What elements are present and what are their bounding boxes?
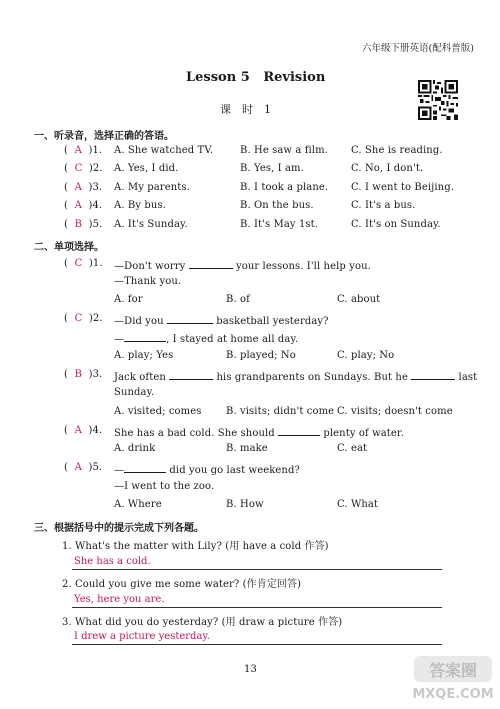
option-b: B. visits; didn't come — [226, 406, 335, 417]
option-a: A. Where — [114, 499, 162, 510]
option-a: A. Yes, I did. — [114, 163, 179, 174]
option-b: B. On the bus. — [240, 200, 314, 211]
answer-mark: A — [74, 182, 82, 193]
section-2-title: 二、单项选择。 — [34, 242, 104, 253]
lesson-number: Lesson 5 — [186, 70, 250, 85]
question-text: —Don't worry your lessons. I'll help you. — [114, 258, 371, 272]
option-a: A. for — [114, 294, 143, 305]
question-text: Jack often his grandparents on Sundays. But he last — [114, 369, 477, 383]
answer-mark: C — [74, 258, 83, 269]
list-item: ( A )4. — [64, 425, 103, 436]
option-b: B. How — [226, 499, 264, 510]
question-reply: — , I stayed at home all day. — [114, 331, 298, 345]
option-c: C. It's a bus. — [351, 200, 416, 211]
option-a: A. play; Yes — [114, 350, 174, 361]
answer-line — [72, 644, 442, 645]
qr-code-icon — [418, 80, 458, 120]
option-b: B. It's May 1st. — [240, 219, 319, 230]
list-item: ( C )1. — [64, 258, 103, 269]
watermark-text: 答案圈 — [428, 661, 478, 680]
option-c: C. What — [337, 499, 379, 510]
prompt-question: 1. What's the matter with Lily? (用 have a cold 作答) — [62, 541, 329, 552]
question-text: —Did you basketball yesterday? — [114, 313, 329, 327]
option-b: B. played; No — [226, 350, 296, 361]
option-a: A. By bus. — [114, 200, 166, 211]
option-b: B. make — [226, 443, 268, 454]
session-label: 课 时 1 — [220, 103, 271, 116]
answer-mark: A — [74, 145, 82, 156]
question-text-cont: Sunday. — [114, 387, 155, 398]
section-1-title: 一、听录音，选择正确的答语。 — [34, 131, 174, 142]
list-item: ( B )5. — [64, 219, 103, 230]
answer-mark: B — [74, 219, 83, 230]
svg-text:MXQE.COM: MXQE.COM — [412, 687, 494, 702]
prompt-answer: Yes, here you are. — [74, 594, 165, 605]
prompt-answer: She has a cold. — [74, 556, 151, 567]
option-a: A. My parents. — [114, 182, 190, 193]
answer-line — [72, 607, 442, 608]
answer-mark: A — [74, 200, 82, 211]
option-a: A. visited; comes — [114, 406, 202, 417]
option-b: B. of — [226, 294, 250, 305]
lesson-topic: Revision — [263, 70, 326, 85]
answer-line — [72, 569, 442, 570]
option-c: C. about — [337, 294, 381, 305]
list-item: ( C )2. — [64, 163, 103, 174]
option-a: A. It's Sunday. — [114, 219, 188, 230]
list-item: ( A )4. — [64, 200, 103, 211]
list-item: ( A )3. — [64, 182, 103, 193]
option-b: B. I took a plane. — [240, 182, 329, 193]
section-3-title: 三、根据括号中的提示完成下列各题。 — [34, 523, 204, 534]
question-reply: —I went to the zoo. — [114, 481, 215, 492]
question-reply: —Thank you. — [114, 276, 182, 287]
option-c: C. eat — [337, 443, 368, 454]
book-header: 六年级下册英语(配科普版) — [362, 43, 474, 54]
answer-mark: B — [74, 369, 83, 380]
question-text: She has a bad cold. She should plenty of water. — [114, 425, 404, 439]
list-item: ( B )3. — [64, 369, 103, 380]
option-c: C. No, I don't. — [351, 163, 424, 174]
answer-mark: C — [74, 163, 83, 174]
answer-mark: C — [74, 313, 83, 324]
option-a: A. She watched TV. — [114, 145, 214, 156]
option-c: C. She is reading. — [351, 145, 443, 156]
prompt-question: 3. What did you do yesterday? (用 draw a picture 作答) — [62, 617, 343, 628]
prompt-question: 2. Could you give me some water? (作肯定回答) — [62, 579, 302, 590]
watermark-logo — [408, 650, 498, 705]
page-number: 13 — [244, 664, 257, 675]
option-c: C. I went to Beijing. — [351, 182, 454, 193]
option-b: B. He saw a film. — [240, 145, 328, 156]
answer-mark: A — [74, 425, 82, 436]
list-item: ( A )1. — [64, 145, 103, 156]
list-item: ( C )2. — [64, 313, 103, 324]
option-c: C. It's on Sunday. — [351, 219, 441, 230]
question-text: — did you go last weekend? — [114, 462, 300, 476]
option-c: C. visits; doesn't come — [337, 406, 453, 417]
option-b: B. Yes, I am. — [240, 163, 304, 174]
prompt-answer: I drew a picture yesterday. — [74, 631, 210, 642]
option-c: C. play; No — [337, 350, 395, 361]
option-a: A. drink — [114, 443, 156, 454]
lesson-title — [186, 70, 325, 85]
list-item: ( A )5. — [64, 462, 103, 473]
answer-mark: A — [74, 462, 82, 473]
